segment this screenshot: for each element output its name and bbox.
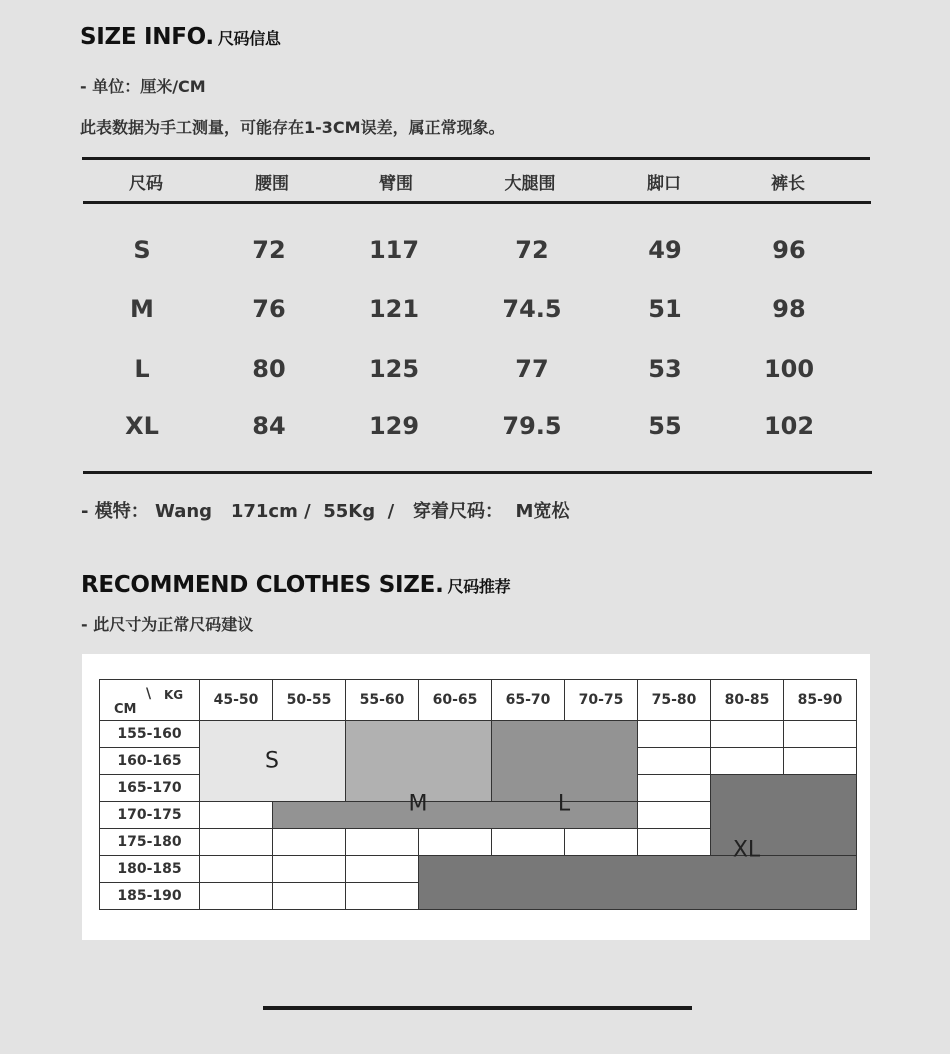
recommend-title: [81, 572, 510, 598]
header-waist: 腰围: [255, 174, 289, 194]
cell-hip: 121: [368, 295, 420, 323]
cell-waist: 84: [252, 412, 286, 440]
size-zone-xl: [419, 856, 856, 909]
recommend-subtitle: - 此尺寸为正常尺码建议: [81, 615, 254, 634]
grid-cell: [272, 828, 346, 856]
corner-kg-label: KG: [164, 688, 184, 702]
recommend-title-en: RECOMMEND CLOTHES SIZE.: [81, 572, 444, 598]
grid-cell: [199, 882, 273, 910]
height-row-cell: 165-170: [99, 774, 200, 802]
cell-leg-opening: 49: [648, 236, 682, 264]
cell-thigh: 72: [515, 236, 549, 264]
corner-cm-label: CM: [114, 702, 137, 717]
weight-header-cell: 75-80: [637, 679, 711, 721]
size-zone-l: [492, 721, 637, 801]
header-size: 尺码: [129, 174, 163, 194]
grid-cell: [710, 720, 784, 748]
cell-waist: 76: [252, 295, 286, 323]
grid-cell: [491, 828, 565, 856]
cell-length: 96: [772, 236, 806, 264]
cell-size: S: [133, 236, 151, 264]
table-row: [83, 408, 871, 448]
cell-leg-opening: 53: [648, 355, 682, 383]
cell-length: 102: [763, 412, 815, 440]
height-row-cell: 180-185: [99, 855, 200, 883]
grid-cell: [272, 855, 346, 883]
grid-cell: [272, 882, 346, 910]
grid-cell: [345, 882, 419, 910]
header-leg-opening: 脚口: [647, 174, 681, 194]
table-header-rule: [83, 201, 871, 204]
table-row: [83, 291, 871, 331]
grid-cell: [564, 828, 638, 856]
cell-hip: 125: [368, 355, 420, 383]
size-zone-l: [273, 802, 637, 828]
grid-cell: [199, 801, 273, 829]
header-length: 裤长: [771, 174, 805, 194]
header-hip: 臂围: [379, 174, 413, 194]
weight-header-cell: 60-65: [418, 679, 492, 721]
height-row-cell: 170-175: [99, 801, 200, 829]
cell-thigh: 74.5: [502, 295, 562, 323]
size-info-title: [80, 24, 281, 50]
weight-header-cell: 50-55: [272, 679, 346, 721]
zone-label-xl: XL: [732, 837, 761, 863]
table-bottom-rule: [83, 471, 872, 474]
grid-cell: [783, 720, 857, 748]
table-row: [83, 232, 871, 272]
cell-waist: 80: [252, 355, 286, 383]
height-row-cell: 160-165: [99, 747, 200, 775]
grid-cell: [637, 828, 711, 856]
corner-cell: [99, 679, 200, 721]
cell-thigh: 79.5: [502, 412, 562, 440]
cell-length: 100: [763, 355, 815, 383]
grid-cell: [345, 855, 419, 883]
size-info-title-en: SIZE INFO.: [80, 24, 214, 50]
corner-slash: \: [146, 686, 152, 702]
header-thigh: 大腿围: [504, 174, 556, 194]
cell-leg-opening: 55: [648, 412, 682, 440]
size-zone-m: [346, 721, 491, 801]
cell-length: 98: [772, 295, 806, 323]
unit-line: - 单位：厘米/CM: [80, 77, 206, 96]
cell-size: L: [134, 355, 150, 383]
model-info: - 模特： Wang 171cm / 55Kg / 穿着尺码： M宽松: [81, 501, 570, 522]
grid-cell: [710, 747, 784, 775]
grid-cell: [637, 720, 711, 748]
recommend-title-cn: 尺码推荐: [447, 577, 511, 596]
weight-header-cell: 85-90: [783, 679, 857, 721]
cell-thigh: 77: [515, 355, 549, 383]
weight-header-cell: 55-60: [345, 679, 419, 721]
height-row-cell: 155-160: [99, 720, 200, 748]
recommend-size-grid: [99, 679, 857, 911]
size-table-header: [83, 160, 871, 200]
bottom-divider: [263, 1006, 692, 1010]
weight-header-cell: 45-50: [199, 679, 273, 721]
zone-label-l: L: [557, 791, 571, 817]
cell-hip: 129: [368, 412, 420, 440]
grid-cell: [783, 747, 857, 775]
weight-header-cell: 80-85: [710, 679, 784, 721]
zone-label-s: S: [265, 748, 279, 773]
cell-hip: 117: [368, 236, 420, 264]
zone-label-m: M: [408, 791, 428, 817]
table-row: [83, 351, 871, 391]
height-row-cell: 185-190: [99, 882, 200, 910]
grid-cell: [199, 828, 273, 856]
grid-cell: [418, 828, 492, 856]
cell-leg-opening: 51: [648, 295, 682, 323]
size-info-title-cn: 尺码信息: [217, 29, 281, 48]
height-row-cell: 175-180: [99, 828, 200, 856]
grid-cell: [637, 774, 711, 802]
cell-size: XL: [125, 412, 159, 440]
grid-cell: [637, 747, 711, 775]
grid-cell: [637, 801, 711, 829]
weight-header-cell: 70-75: [564, 679, 638, 721]
grid-cell: [345, 828, 419, 856]
weight-header-cell: 65-70: [491, 679, 565, 721]
cell-size: M: [130, 295, 154, 323]
grid-cell: [199, 855, 273, 883]
measurement-note: 此表数据为手工测量，可能存在1-3CM误差，属正常现象。: [80, 118, 505, 137]
cell-waist: 72: [252, 236, 286, 264]
